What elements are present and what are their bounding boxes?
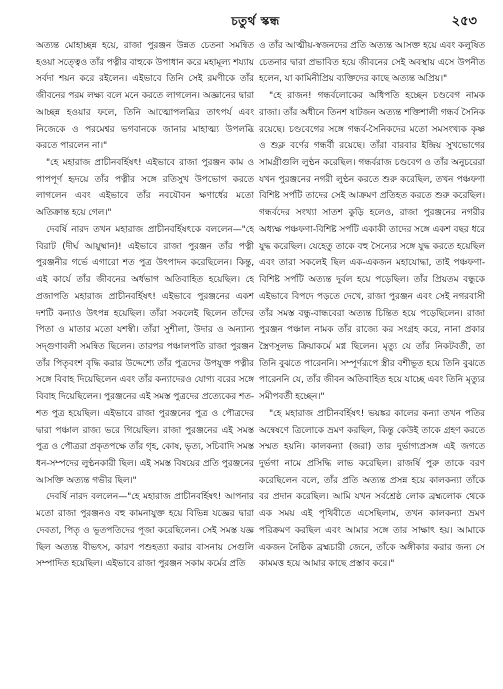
right-paragraph: ও তাঁর আত্মীয়-স্বজনদের প্রতি অত্যন্ত আসক্ত হয়ে এবং কলুষিত চেতনার দ্বারা প্রভাবিত হয়ে জীবনের সেই অবস্থায় এসে উপনীত হলেন, যা কামিনীপ্রিয় ব্যক্তিদের কাছে অত্যন্ত অপ্রিয়।" xyxy=(259,41,485,85)
left-paragraph: দেবর্ষি নারদ বললেন—"হে মহারাজ প্রাচীনবর্হিষৎ! আপনার মতো রাজা পুরঞ্জনও বহু কামনাযুক্ত হয়ে বিভিন্ন যজ্ঞের দ্বারা দেবতা, পিতৃ ও ভূতপতিদের পূজা করেছিলেন। সেই সমস্ত যজ্ঞ ছিল অত্যন্ত বীভৎস, কারণ পশুহত্যা করার বাসনায় সেগুলি সম্পাদিত হয়েছিল। এইভাবে রাজা পুরঞ্জন সকাম কর্মের প্রতি xyxy=(36,492,254,570)
right-paragraph: "হে রাজন! গন্ধর্বলোকের অধিপতি হচ্ছেন চণ্ডবেগ নামক রাজা। তাঁর অধীনে তিনশ ষাটজন অত্যন্ত শক্তিশালী গন্ধর্ব সৈনিক রয়েছে। চণ্ডবেগের সঙ্গে গন্ধর্ব-সৈনিকদের মতো সমসংখ্যক কৃষ্ণ ও শুক্ল বর্ণের গন্ধর্বী রয়েছে। তাঁরা বারবার ইন্দ্রিয় সুখভোগের সামগ্রীগুলি লুণ্ঠন করেছিল। গন্ধর্বরাজ চণ্ডবেগ ও তাঁর অনুচরেরা যখন পুরঞ্জনের নগরী লুণ্ঠন করতে শুরু করেছিল, তখন পঞ্চফণা বিশিষ্ট সর্পটি তাদের সেই আক্রমণ প্রতিহত করতে শুরু করেছিল। গন্ধর্বদের সংখ্যা সাতশ কুড়ি হলেও, রাজা পুরঞ্জনের নগরীর অধ্যক্ষ পঞ্চফণা-বিশিষ্ট সর্পটি একাকী তাদের সঙ্গে একশ বছর ধরে যুদ্ধ করেছিল। যেহেতু তাকে বহু সৈন্যের সঙ্গে যুদ্ধ করতে হয়েছিল এবং তারা সকলেই ছিল এক-একজন মহাযোদ্ধা, তাই পঞ্চফণা-বিশিষ্ট সর্পটি অত্যন্ত দুর্বল হয়ে পড়েছিল। তাঁর প্রিয়তম বন্ধুকে এইভাবে বিপদে পড়তে দেখে, রাজা পুরঞ্জন এবং সেই নগরবাসী তাঁর সমস্ত বন্ধু-বান্ধবেরা অত্যন্ত চিন্তিত হয়ে পড়েছিলেন। রাজা পুরঞ্জন পঞ্চাল নামক তাঁর রাজ্যে কর সংগ্রহ করে, নানা প্রকার স্ত্রৈণসুলভ ক্রিয়াকর্মে মগ্ন ছিলেন। মৃত্যু যে তাঁর নিকটবর্তী, তা তিনি বুঝতে পারেননি। সম্পূর্ণরূপে স্ত্রীর বশীভূত হয়ে তিনি বুঝতে পারেননি যে, তাঁর জীবন অতিবাহিত হয়ে যাচ্ছে এবং তিনি মৃত্যুর সমীপবর্তী হচ্ছেন।" xyxy=(259,91,485,403)
left-paragraph: "হে মহারাজ প্রাচীনবর্হিষৎ! এইভাবে রাজা পুরঞ্জন কাম ও পাপপূর্ণ হৃদয়ে তাঁর পত্নীর সঙ্গে রতিসুখ উপভোগ করতে লাগলেন এবং এইভাবে তাঁর নবযৌবন ক্ষণার্ধের মতো অতিক্রান্ত হয়ে গেল।" xyxy=(36,158,254,219)
chapter-title: চতুর্থ স্কন্ধ xyxy=(231,14,280,28)
left-column xyxy=(36,38,254,678)
right-column xyxy=(259,38,485,678)
page-number: ২৫৩ xyxy=(451,14,477,29)
right-paragraph: "হে মহারাজ প্রাচীনবর্হিষৎ! ভয়ঙ্কর কালের কন্যা তখন পতির অন্বেষণে ত্রিলোকে ভ্রমণ করছিল, কিন্তু কেউই তাকে গ্রহণ করতে সম্মত হয়নি। কালকন্যা (জরা) তার দুর্ভাগ্যপ্রসঙ্গ এই জগতে দুর্ভগা নামে প্রসিদ্ধি লাভ করেছিল। রাজর্ষি পুরু তাকে বরণ করেছিলেন বলে, তাঁর প্রতি অত্যন্ত প্রসন্ন হয়ে কালকন্যা তাঁকে বর প্রদান করেছিল। আমি যখন সর্বশ্রেষ্ঠ লোক ব্রহ্মলোক থেকে এক সময় এই পৃথিবীতে এসেছিলাম, তখন কালকন্যা ভ্রমণ পরিক্রমণ করছিল এবং আমার সঙ্গে তার সাক্ষাৎ হয়। আমাকে একজন নৈষ্ঠিক ব্রহ্মচারী জেনে, তাঁকে অঙ্গীকার করার জন্য সে কামমত্ত হয়ে আমার কাছে প্রস্তাব করে।" xyxy=(259,408,485,570)
left-paragraph: দেবর্ষি নারদ তখন মহারাজ প্রাচীনবর্হিষৎকে বললেন—"হে বিরাট (দীর্ঘ আয়ুষ্মান)! এইভাবে রাজা পুরঞ্জন তাঁর পত্নী পুরঞ্জনীর গর্ভে এগারো শত পুত্র উৎপাদন করেছিলেন। কিন্তু, এই কার্যে তাঁর জীবনের অর্ধভাগ অতিবাহিত হয়েছিল। হে প্রজাপতি মহারাজ প্রাচীনবর্হিষৎ! এইভাবে পুরঞ্জনের একশ দশটি কন্যাও উৎপন্ন হয়েছিল। তাঁরা সকলেই ছিলেন তাঁদের পিতা ও মাতার মতো যশস্বী। তাঁরা সুশীলা, উদার ও অন্যান্য সদ্গুণাবলী সমন্বিত ছিলেন। তারপর পঞ্চালপতি রাজা পুরঞ্জন তাঁর পিতৃবংশ বৃদ্ধি করার উদ্দেশ্যে তাঁর পুত্রদের উপযুক্ত পত্নীর সঙ্গে বিবাহ দিয়েছিলেন এবং তাঁর কন্যাদেরও যোগ্য বরের সঙ্গে বিবাহ দিয়েছিলেন। পুরঞ্জনের এই সমস্ত পুত্রদের প্রত্যেকের শত-শত পুত্র হয়েছিল। এইভাবে রাজা পুরঞ্জনের পুত্র ও পৌত্রদের দ্বারা পঞ্চাল রাজ্য ভরে গিয়েছিল। রাজা পুরঞ্জনের এই সমস্ত পুত্র ও পৌত্ররা প্রকৃতপক্ষে তাঁর গৃহ, কোষ, ভৃত্য, সচিবাদি সমস্ত ধন-সম্পদের লুণ্ঠনকারী ছিল। এই সমস্ত বিষয়ের প্রতি পুরঞ্জনের আসক্তি অত্যন্ত গভীর ছিল।" xyxy=(36,224,254,486)
left-paragraph: অত্যন্ত মোহাচ্ছন্ন হয়ে, রাজা পুরঞ্জন উন্নত চেতনা সমন্বিত হওয়া সত্ত্বেও তাঁর পত্নীর বাহুকে উপাধান করে মহামূল্য শয্যায় সর্বদা শয়ন করে রইলেন। এইভাবে তিনি সেই রমণীকে তাঁর জীবনের পরম লক্ষ্য বলে মনে করতে লাগলেন। অজ্ঞানের দ্বারা আচ্ছন্ন হওয়ার ফলে, তিনি আত্মোপলব্ধির তাৎপর্য এবং নিজেকে ও পরমেশ্বর ভগবানকে জানার মাহাত্ম্য উপলব্ধি করতে পারলেন না।" xyxy=(36,41,254,152)
page-header xyxy=(30,10,481,34)
